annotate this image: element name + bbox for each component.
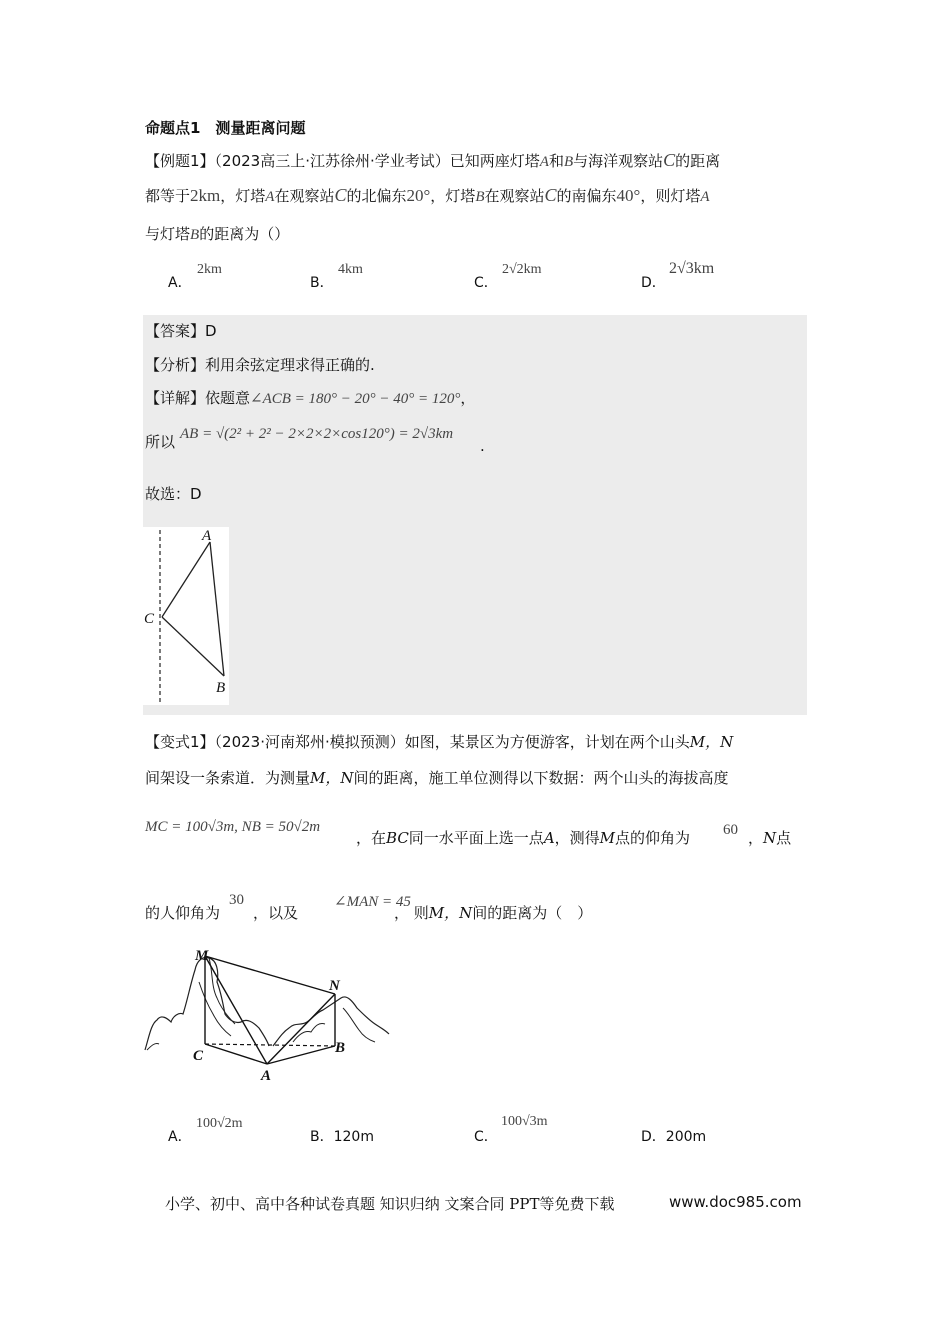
text: 的北偏东 bbox=[346, 187, 407, 205]
option-letter: A． bbox=[168, 275, 192, 291]
text: 间的距离为（ ） bbox=[472, 904, 593, 922]
segment-ma bbox=[205, 956, 267, 1064]
segment-ab bbox=[267, 1046, 335, 1064]
text: 点的仰角为 bbox=[615, 829, 691, 847]
option-letter: B． bbox=[310, 275, 334, 291]
angle-formula: ∠ACB = 180° − 20° − 40° = 120° bbox=[250, 391, 461, 407]
right-mountain-ridge2 bbox=[343, 1008, 375, 1042]
var-c: C bbox=[663, 150, 676, 170]
variant1-line4-c bbox=[394, 903, 592, 923]
text: 在观察站 bbox=[274, 187, 335, 205]
label-a: A bbox=[261, 1068, 272, 1082]
var-n: N bbox=[763, 829, 777, 847]
left-mountain-ridge2 bbox=[199, 982, 231, 1036]
label-b: B bbox=[216, 680, 226, 696]
example1-line1 bbox=[145, 150, 720, 172]
option-letter: C． bbox=[474, 1129, 498, 1145]
detail-text: 依题意 bbox=[205, 389, 251, 407]
points-mn: M，N bbox=[689, 733, 734, 751]
text: ， bbox=[460, 389, 476, 407]
mountain-figure bbox=[143, 942, 393, 1082]
variant-option-b[interactable] bbox=[310, 1126, 374, 1146]
analysis-label: 【分析】 bbox=[145, 356, 206, 374]
var-c: C bbox=[334, 185, 347, 205]
variant1-line1 bbox=[145, 732, 733, 752]
option-d[interactable] bbox=[641, 272, 666, 292]
text: 间架设一条索道．为测量 bbox=[145, 769, 311, 787]
solution-box bbox=[143, 315, 807, 715]
example-label: 【例题1】 bbox=[145, 152, 215, 170]
label-c: C bbox=[193, 1048, 204, 1064]
text: ， bbox=[748, 829, 764, 847]
var-a: A bbox=[265, 189, 275, 205]
text: 如图，某景区为方便游客，计划在两个山头 bbox=[404, 733, 690, 751]
variant1-line3 bbox=[356, 828, 690, 848]
label-n: N bbox=[329, 978, 340, 994]
text: 都等于 bbox=[145, 187, 191, 205]
text: 点 bbox=[776, 829, 792, 847]
angle-40: 40° bbox=[616, 186, 641, 205]
option-d-value: 2√3km bbox=[669, 260, 715, 277]
variant1-line3-tail bbox=[748, 828, 791, 848]
points-mn: M，N bbox=[310, 769, 354, 787]
heights-formula: MC = 100√3m, NB = 50√2m bbox=[145, 819, 321, 835]
text: 的南偏东 bbox=[556, 187, 617, 205]
section-title: 命题点1 测量距离问题 bbox=[145, 119, 306, 137]
example1-line3 bbox=[145, 224, 289, 245]
formula-period: . bbox=[480, 437, 485, 455]
option-letter: D． bbox=[641, 1129, 666, 1145]
option-b-value: 4km bbox=[338, 262, 363, 277]
angle-30: 30 bbox=[229, 892, 244, 908]
segment-cb-dashed bbox=[205, 1044, 335, 1046]
variant1-line2 bbox=[145, 768, 729, 788]
var-a: A bbox=[700, 189, 710, 205]
text: 和 bbox=[548, 152, 564, 170]
variant-option-c[interactable] bbox=[474, 1126, 498, 1146]
text: ，在 bbox=[356, 829, 387, 847]
variant-option-a-value: 100√2m bbox=[196, 1116, 243, 1131]
option-b[interactable] bbox=[310, 272, 334, 292]
detail-label: 【详解】 bbox=[145, 389, 206, 407]
detail-line bbox=[145, 388, 475, 409]
label-b: B bbox=[335, 1040, 346, 1056]
distance-value: 2km bbox=[190, 186, 221, 205]
label-m: M bbox=[195, 948, 209, 964]
right-mountain-outline bbox=[273, 997, 389, 1046]
option-value: 200m bbox=[665, 1129, 707, 1145]
variant-option-d[interactable] bbox=[641, 1126, 706, 1146]
text: 的人仰角为 bbox=[145, 904, 221, 922]
option-a-value: 2km bbox=[197, 262, 222, 277]
formula-line bbox=[145, 432, 175, 452]
variant-source: （2023·河南郑州·模拟预测） bbox=[214, 733, 405, 751]
example1-line2 bbox=[145, 185, 710, 207]
option-letter: A． bbox=[168, 1129, 192, 1145]
var-m: M bbox=[599, 829, 616, 847]
text: 在观察站 bbox=[484, 187, 545, 205]
distance-formula: AB = √(2² + 2² − 2×2×2×cos120°) = 2√3km bbox=[180, 426, 454, 442]
variant1-line4 bbox=[145, 903, 220, 923]
option-letter: B． bbox=[310, 1129, 334, 1145]
answer-line: 【答案】D bbox=[145, 322, 217, 340]
text: ，灯塔 bbox=[220, 187, 266, 205]
analysis-text: 利用余弦定理求得正确的. bbox=[205, 356, 375, 374]
segment-ca bbox=[162, 542, 210, 617]
text: 的距离为（） bbox=[199, 225, 290, 243]
option-letter: C． bbox=[474, 275, 498, 291]
footer-text: 小学、初中、高中各种试卷真题 知识归纳 文案合同 PPT等免费下载 bbox=[165, 1195, 615, 1213]
text: ， 则 bbox=[394, 904, 429, 922]
text: 的距离 bbox=[675, 152, 721, 170]
option-letter: D． bbox=[641, 275, 666, 291]
choose-line: 故选：D bbox=[145, 485, 202, 503]
text: 已知两座灯塔 bbox=[449, 152, 540, 170]
label-c: C bbox=[144, 611, 155, 627]
var-c: C bbox=[544, 185, 557, 205]
variant-option-a[interactable] bbox=[168, 1126, 192, 1146]
text: 与灯塔 bbox=[145, 225, 191, 243]
text: 间的距离，施工单位测得以下数据：两个山头的海拔高度 bbox=[353, 769, 729, 787]
text: ，则灯塔 bbox=[640, 187, 701, 205]
option-c-value: 2√2km bbox=[502, 262, 542, 277]
triangle-figure bbox=[138, 520, 238, 710]
variant-label: 【变式1】 bbox=[145, 733, 215, 751]
angle-man: ∠MAN = 45 bbox=[334, 894, 411, 910]
points-mn: M，N bbox=[428, 904, 473, 922]
var-b: B bbox=[475, 189, 485, 205]
text: 与海洋观察站 bbox=[573, 152, 664, 170]
option-a[interactable] bbox=[168, 272, 192, 292]
text: 所以 bbox=[145, 433, 176, 451]
segment-cb bbox=[162, 617, 224, 676]
option-c[interactable] bbox=[474, 272, 498, 292]
var-b: B bbox=[190, 227, 200, 243]
analysis-line bbox=[145, 355, 375, 375]
left-base-detail bbox=[147, 1043, 159, 1050]
segment-ab bbox=[210, 542, 224, 676]
text: ，灯塔 bbox=[430, 187, 476, 205]
var-a: A bbox=[539, 154, 549, 170]
angle-60: 60 bbox=[723, 822, 738, 838]
text: 同一水平面上选一点 bbox=[408, 829, 544, 847]
variant-option-c-value: 100√3m bbox=[501, 1114, 548, 1129]
variant1-line4-b: ，以及 bbox=[253, 904, 299, 922]
segment-an bbox=[267, 994, 335, 1064]
option-value: 120m bbox=[333, 1129, 374, 1145]
segment-mn bbox=[205, 956, 335, 994]
angle-20: 20° bbox=[406, 186, 431, 205]
text: ，测得 bbox=[554, 829, 600, 847]
example-source: （2023高三上·江苏徐州·学业考试） bbox=[214, 152, 450, 170]
var-bc: BC bbox=[386, 829, 409, 847]
var-b: B bbox=[563, 154, 574, 170]
footer-url[interactable]: www.doc985.com bbox=[669, 1193, 802, 1211]
label-a: A bbox=[202, 528, 212, 544]
var-a: A bbox=[543, 829, 555, 847]
